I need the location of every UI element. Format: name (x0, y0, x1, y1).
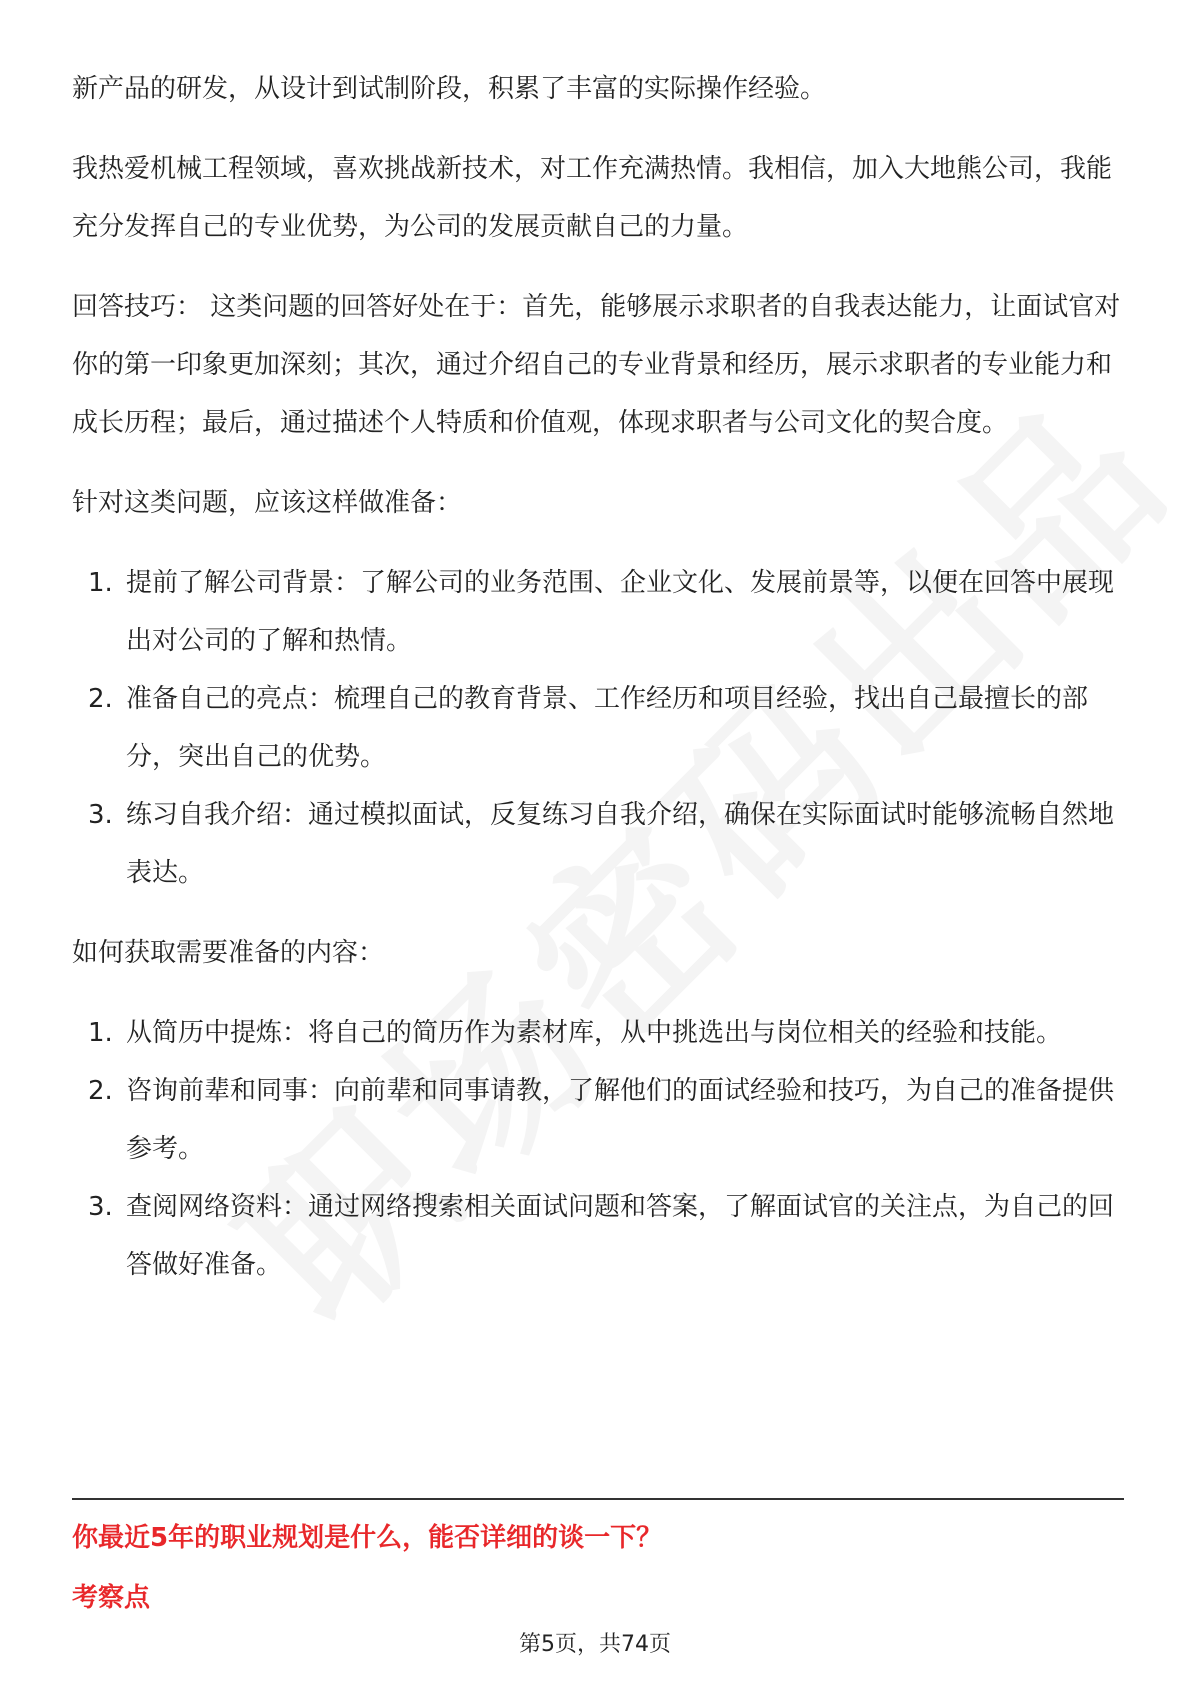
paragraph-intro-continuation: 新产品的研发，从设计到试制阶段，积累了丰富的实际操作经验。 (72, 74, 827, 104)
list-item (72, 670, 1122, 786)
prep-list (72, 554, 1122, 902)
next-question-subtitle: 考察点 (72, 1583, 151, 1613)
list-number: 1. (88, 1018, 113, 1048)
list-number: 2. (88, 1076, 113, 1106)
list-item-text: 练习自我介绍：通过模拟面试，反复练习自我介绍，确保在实际面试时能够流畅自然地表达。 (126, 800, 1115, 888)
list-number: 3. (88, 1192, 113, 1222)
list-item-text: 咨询前辈和同事：向前辈和同事请教，了解他们的面试经验和技巧，为自己的准备提供参考。 (126, 1076, 1115, 1164)
list-item (72, 1062, 1122, 1178)
list-item-text: 从简历中提炼：将自己的简历作为素材库，从中挑选出与岗位相关的经验和技能。 (126, 1018, 1063, 1048)
list-number: 3. (88, 800, 113, 830)
list-item-text: 准备自己的亮点：梳理自己的教育背景、工作经历和项目经验，找出自己最擅长的部分，突出自己的优势。 (126, 684, 1089, 772)
main-content (72, 60, 1122, 1294)
next-question-title: 你最近5年的职业规划是什么，能否详细的谈一下？ (72, 1523, 663, 1553)
list-number: 1. (88, 568, 113, 598)
list-item (72, 1004, 1122, 1062)
list-item-text: 查阅网络资料：通过网络搜索相关面试问题和答案，了解面试官的关注点，为自己的回答做好准备。 (126, 1192, 1115, 1280)
page-number-footer: 第5页，共74页 (519, 1632, 671, 1657)
paragraph-motivation: 我热爱机械工程领域，喜欢挑战新技术，对工作充满热情。我相信，加入大地熊公司，我能充分发挥自己的专业优势，为公司的发展贡献自己的力量。 (72, 154, 1113, 242)
list-item (72, 786, 1122, 902)
sources-list (72, 1004, 1122, 1294)
section-divider (72, 1498, 1124, 1500)
spacer (72, 902, 1122, 924)
paragraph-prep-heading: 针对这类问题，应该这样做准备： (72, 488, 463, 518)
list-item (72, 1178, 1122, 1294)
list-number: 2. (88, 684, 113, 714)
list-item-text: 提前了解公司背景：了解公司的业务范围、企业文化、发展前景等，以便在回答中展现出对公司的了解和热情。 (126, 568, 1115, 656)
paragraph-answer-tips: 回答技巧： 这类问题的回答好处在于：首先，能够展示求职者的自我表达能力，让面试官对你的第一印象更加深刻；其次，通过介绍自己的专业背景和经历，展示求职者的专业能力和成长历程；最后，通过描述个人特质和价值观，体现求职者与公司文化的契合度。 (72, 292, 1121, 438)
paragraph-sources-heading: 如何获取需要准备的内容： (72, 938, 385, 968)
list-item (72, 554, 1122, 670)
